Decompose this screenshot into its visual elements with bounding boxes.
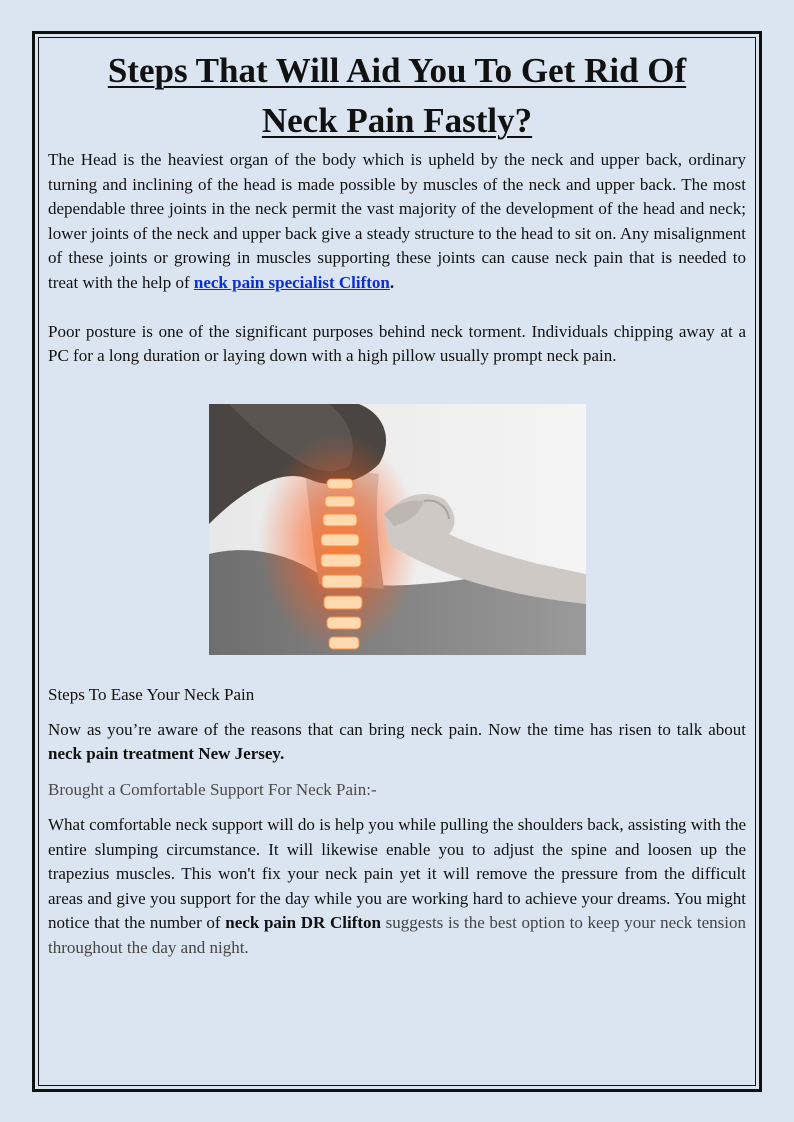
document-content	[48, 46, 746, 961]
support-text-end: suggests is the best option to keep your neck tension throughout the day and night.	[48, 913, 746, 957]
dr-clifton-bold-text: neck pain DR Clifton	[225, 913, 381, 933]
support-text: What comfortable neck support will do is help you while pulling the shoulders back, assisting with the entire slumping circumstance. It will likewise enable you to adjust the spine and loosen up the trapezius muscles. This won't fix your neck pain yet it will remove the pressure from the difficult areas and give you support for the day while you are working hard to achieve your dreams. You might notice that the number of	[48, 814, 746, 933]
intro-period: .	[389, 272, 395, 292]
steps-text: Now as you’re aware of the reasons that can bring neck pain. Now the time has risen to talk about	[48, 719, 746, 739]
title-line-2: Neck Pain Fastly?	[261, 101, 533, 140]
support-heading: Brought a Comfortable Support For Neck Pain:-	[48, 779, 377, 799]
title-line-1: Steps That Will Aid You To Get Rid Of	[107, 51, 687, 90]
support-paragraph	[48, 813, 746, 961]
neck-spine-image	[209, 404, 586, 655]
neck-pain-illustration	[209, 404, 586, 655]
treatment-bold-text: neck pain treatment New Jersey.	[48, 744, 285, 764]
steps-heading: Steps To Ease Your Neck Pain	[48, 684, 255, 704]
neck-pain-specialist-link[interactable]: neck pain specialist Clifton	[193, 272, 390, 292]
steps-paragraph	[48, 718, 746, 767]
intro-text: The Head is the heaviest organ of the body which is upheld by the neck and upper back, ordinary turning and inclining of the head is made possible by muscles of the neck and upper back. The most dependable three joints in the neck permit the vast majority of the development of the head and neck; lower joints of the neck and upper back give a steady structure to the head to sit on. Any misalignment of these joints or growing in muscles supporting these joints can cause neck pain that is needed to treat with the help of	[48, 150, 746, 292]
page-title	[48, 46, 746, 146]
intro-paragraph	[48, 148, 746, 296]
posture-paragraph: Poor posture is one of the significant purposes behind neck torment. Individuals chipping away at a PC for a long duration or laying down with a high pillow usually prompt neck pain.	[48, 321, 746, 366]
